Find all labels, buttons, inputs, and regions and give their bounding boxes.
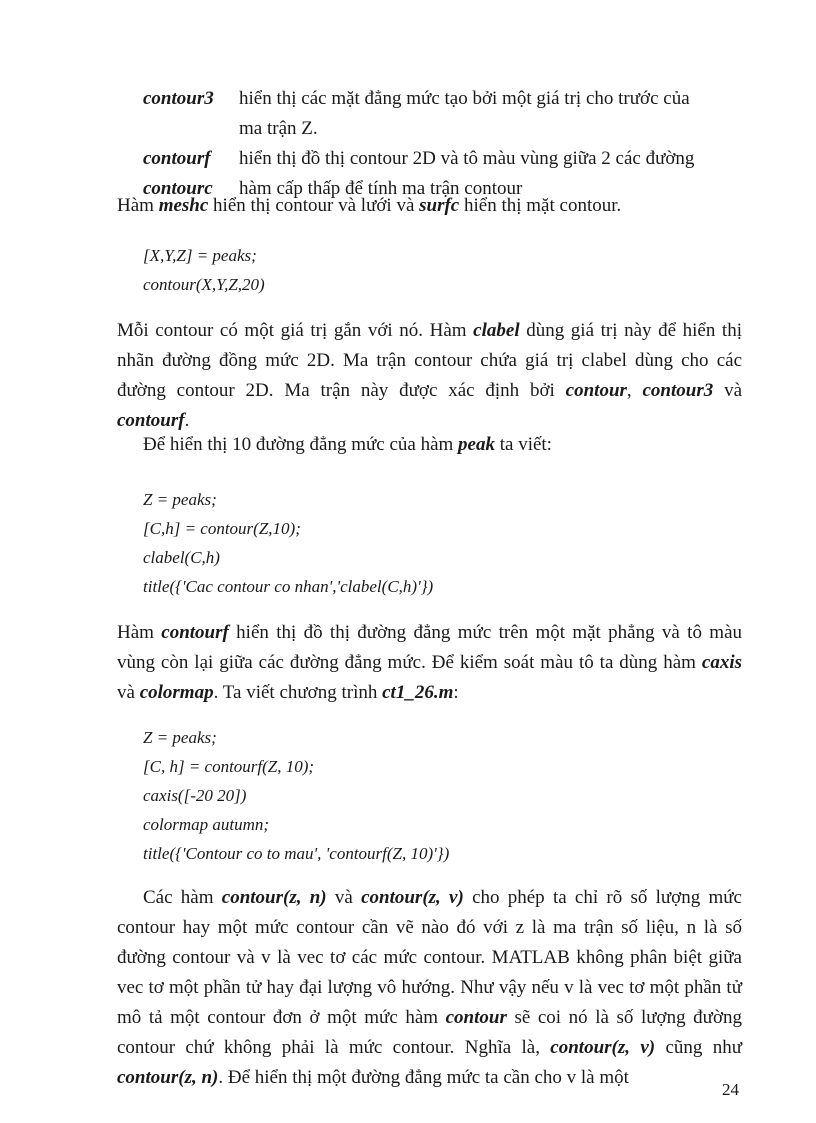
definition-item [143,144,743,174]
definition-desc: hiển thị các mặt đẳng mức tạo bởi một giá trị cho trước của ma trận Z. [239,88,690,139]
page-number: 24 [722,1080,739,1099]
code-block-peaks [143,241,265,299]
paragraph-contour-levels: Các hàm contour(z, n) và contour(z, v) cho phép ta chỉ rõ số lượng mức contour hay một mức contour cần vẽ nào đó với z là ma trận số liệu, n là số đường contour và v là vec tơ các mức contour. MATLAB không phân biệt giữa vec tơ một phần tử hay đại lượng vô hướng. Như vậy nếu v là vec tơ một phần tử mô tả một contour đơn ở một mức hàm contour sẽ coi nó là số lượng đường contour chứ không phải là mức contour. Nghĩa là, contour(z, v) cũng như contour(z, n). Để hiển thị một đường đẳng mức ta cần cho v là một [117,887,742,1088]
definition-list [143,84,743,204]
code-line: Z = peaks; [143,728,217,747]
definition-desc: hiển thị đồ thị contour 2D và tô màu vùng giữa 2 các đường [239,148,695,169]
code-line: [C, h] = contourf(Z, 10); [143,757,315,776]
code-line: Z = peaks; [143,490,217,509]
definition-term: contourf [143,148,211,169]
code-line: colormap autumn; [143,815,270,834]
code-line: title({'Contour co to mau', 'contourf(Z, 10)'}) [143,844,450,863]
code-line: [C,h] = contour(Z,10); [143,519,301,538]
code-block-clabel [143,485,433,601]
code-line: [X,Y,Z] = peaks; [143,246,257,265]
code-line: title({'Cac contour co nhan','clabel(C,h)'}) [143,577,434,596]
definition-desc: hàm cấp thấp để tính ma trận contour [239,178,523,199]
code-line: caxis([-20 20]) [143,786,247,805]
paragraph-meshc: Hàm meshc hiển thị contour và lưới và surfc hiển thị mặt contour. [117,195,622,216]
definition-term: contourc [143,178,213,199]
code-block-contourf [143,723,449,868]
code-line: contour(X,Y,Z,20) [143,275,265,294]
paragraph-peak: Để hiển thị 10 đường đẳng mức của hàm peak ta viết: [143,434,552,455]
paragraph-contourf: Hàm contourf hiển thị đồ thị đường đẳng mức trên một mặt phẳng và tô màu vùng còn lại giữa các đường đẳng mức. Để kiểm soát màu tô ta dùng hàm caxis và colormap. Ta viết chương trình ct1_26.m: [117,622,742,703]
paragraph-clabel: Mỗi contour có một giá trị gắn với nó. Hàm clabel dùng giá trị này để hiển thị nhãn đường đồng mức 2D. Ma trận contour chứa giá trị clabel dùng cho các đường contour 2D. Ma trận này được xác định bởi contour, contour3 và contourf. [117,320,743,431]
definition-item [143,84,743,144]
definition-term: contour3 [143,88,214,109]
code-line: clabel(C,h) [143,548,220,567]
